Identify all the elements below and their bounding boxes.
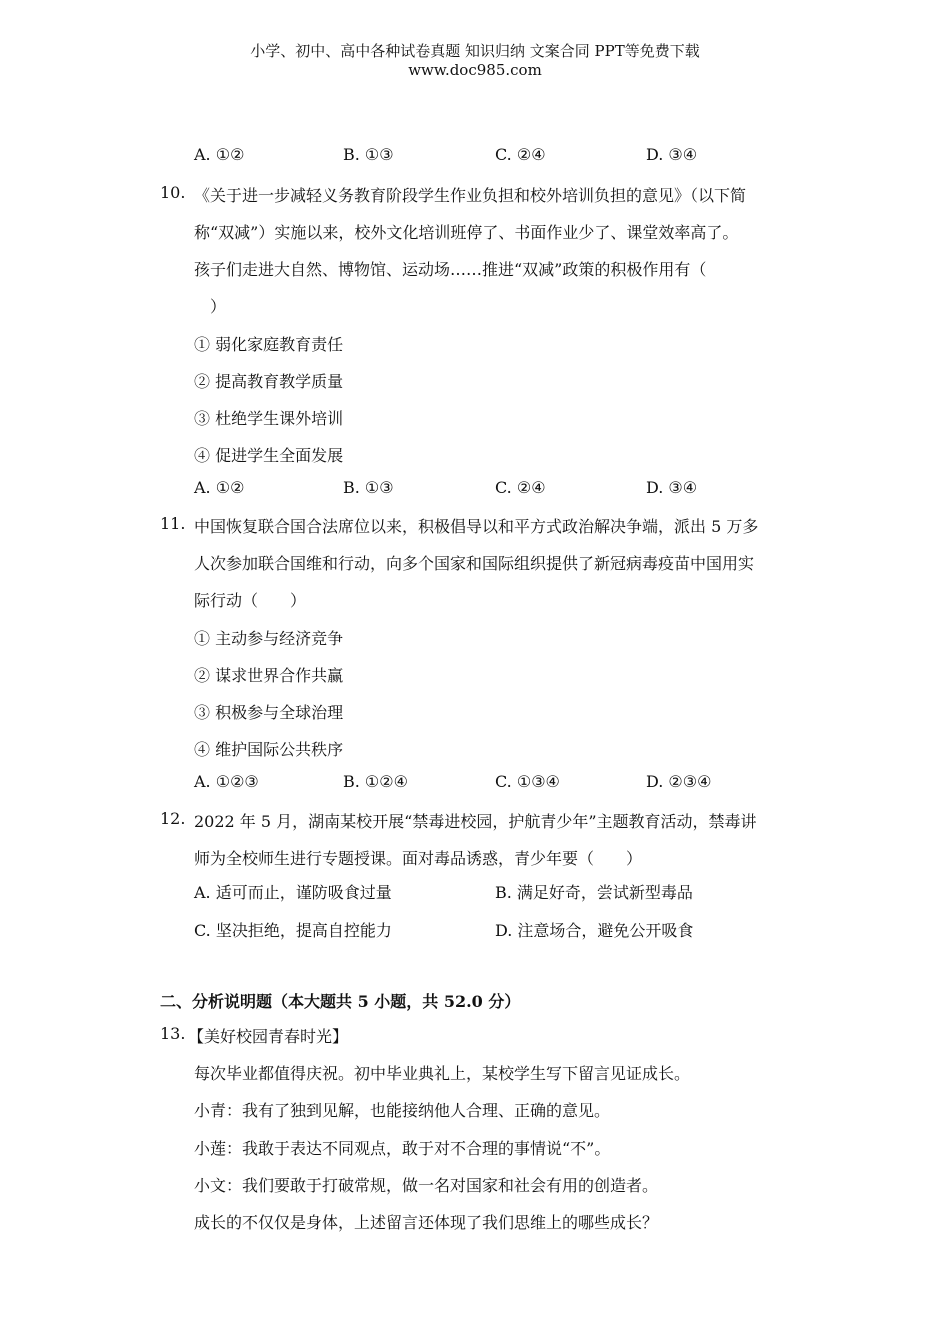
header-line-2: www.doc985.com	[408, 61, 542, 79]
option-b: B. ①②④	[343, 772, 408, 791]
option-c: C. ②④	[495, 478, 546, 497]
question-text-line: 小莲：我敢于表达不同观点，敢于对不合理的事情说“不”。	[194, 1139, 611, 1158]
question-text-line: 人次参加联合国维和行动，向多个国家和国际组织提供了新冠病毒疫苗中国用实	[194, 554, 755, 573]
option-d: D. ③④	[646, 145, 698, 164]
question-text-line: 师为全校师生进行专题授课。面对毒品诱惑，青少年要（ ）	[194, 849, 643, 868]
statement-item: ④ 促进学生全面发展	[194, 446, 344, 465]
question-text-line: 称“双减”）实施以来，校外文化培训班停了、书面作业少了、课堂效率高了。	[194, 223, 739, 242]
question-text-line: 孩子们走进大自然、博物馆、运动场……推进“双减”政策的积极作用有（	[194, 260, 707, 279]
question-text-line: 中国恢复联合国合法席位以来，积极倡导以和平方式政治解决争端，派出 5 万多	[194, 517, 759, 536]
question-text-line: 每次毕业都值得庆祝。初中毕业典礼上，某校学生写下留言见证成长。	[194, 1064, 691, 1083]
question-text-line: 2022 年 5 月，湖南某校开展“禁毒进校园，护航青少年”主题教育活动，禁毒讲	[194, 812, 757, 831]
question-heading: 【美好校园青春时光】	[188, 1027, 349, 1046]
statement-item: ② 提高教育教学质量	[194, 372, 344, 391]
option-b: B. 满足好奇，尝试新型毒品	[495, 883, 693, 902]
question-number: 11.	[160, 514, 186, 533]
option-a: A. ①②	[194, 145, 245, 164]
statement-item: ① 弱化家庭教育责任	[194, 335, 344, 354]
question-text-line: ）	[210, 297, 227, 316]
statement-item: ③ 积极参与全球治理	[194, 703, 344, 722]
statement-item: ④ 维护国际公共秩序	[194, 740, 344, 759]
option-d: D. ③④	[646, 478, 698, 497]
option-a: A. ①②③	[194, 772, 259, 791]
question-text-line: 《关于进一步减轻义务教育阶段学生作业负担和校外培训负担的意见》（以下简	[194, 186, 747, 205]
question-text-line: 小青：我有了独到见解，也能接纳他人合理、正确的意见。	[194, 1101, 611, 1120]
option-d: D. ②③④	[646, 772, 712, 791]
question-number: 12.	[160, 809, 186, 828]
statement-item: ② 谋求世界合作共赢	[194, 666, 344, 685]
question-number: 10.	[160, 183, 186, 202]
question-text-line: 成长的不仅仅是身体，上述留言还体现了我们思维上的哪些成长？	[194, 1213, 659, 1232]
option-d: D. 注意场合，避免公开吸食	[495, 921, 694, 940]
section-title: 二、分析说明题（本大题共 5 小题，共 52.0 分）	[160, 992, 521, 1011]
option-c: C. 坚决拒绝，提高自控能力	[194, 921, 392, 940]
header-line-1: 小学、初中、高中各种试卷真题 知识归纳 文案合同 PPT等免费下载	[250, 42, 700, 60]
statement-item: ③ 杜绝学生课外培训	[194, 409, 344, 428]
question-text-line: 小文：我们要敢于打破常规，做一名对国家和社会有用的创造者。	[194, 1176, 659, 1195]
option-c: C. ①③④	[495, 772, 560, 791]
option-a: A. ①②	[194, 478, 245, 497]
question-number: 13.	[160, 1024, 186, 1043]
option-b: B. ①③	[343, 478, 394, 497]
statement-item: ① 主动参与经济竞争	[194, 629, 344, 648]
option-c: C. ②④	[495, 145, 546, 164]
question-text-line: 际行动（ ）	[194, 591, 307, 610]
option-a: A. 适可而止，谨防吸食过量	[194, 883, 392, 902]
option-b: B. ①③	[343, 145, 394, 164]
